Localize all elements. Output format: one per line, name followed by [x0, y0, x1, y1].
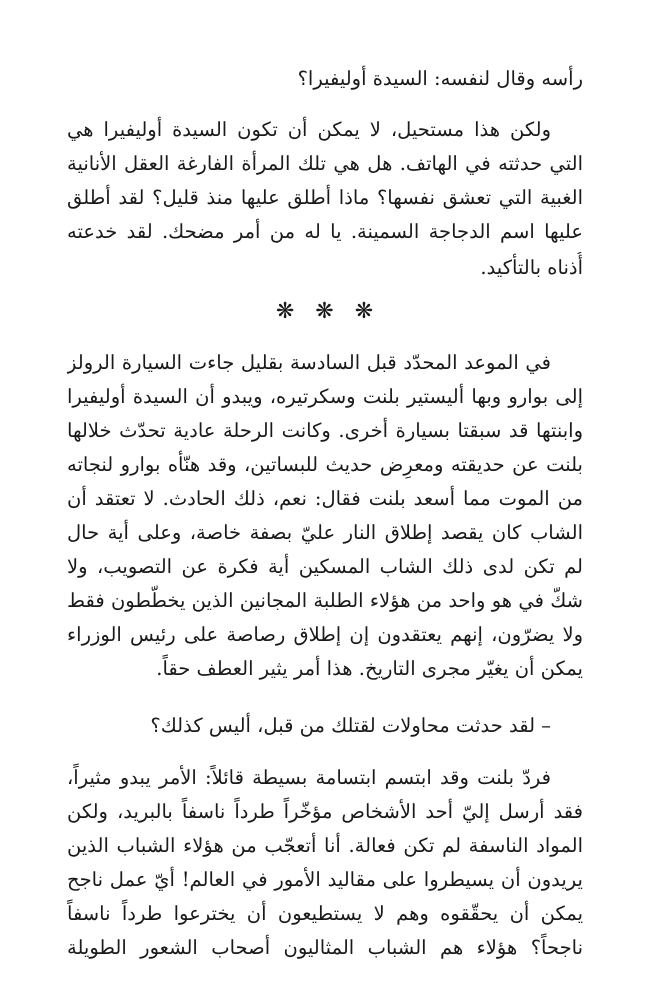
text-line: رأسه وقال لنفسه: السيدة أوليفيرا؟ — [297, 67, 583, 90]
text-line: شكّ في هو واحد من هؤلاء الطلبة المجانين الذين يخطّطون فقط — [67, 589, 583, 612]
text-line: ولكن هذا مستحيل، لا يمكن أن تكون السيدة أوليفيرا هي — [67, 118, 551, 141]
text-line: ولا يضرّون، إنهم يعتقدون إن إطلاق رصاصة على رئيس الوزراء — [67, 623, 583, 646]
text-line: الشاب كان يقصد إطلاق النار عليّ بصفة خاصة، وعلى أية حال — [67, 521, 583, 544]
text-line: ناجحاً؟ هؤلاء هم الشباب المثاليون أصحاب الشعور الطويلة — [67, 936, 583, 959]
text-line: التي حدثته في الهاتف. هل هي تلك المرأة الفارغة العقل الأنانية — [67, 152, 583, 175]
text-line: فردّ بلنت وقد ابتسم ابتسامة بسيطة قائلاً: الأمر يبدو مثيراً، — [67, 766, 551, 789]
dialogue-line: – لقد حدثت محاولات لقتلك من قبل، أليس كذلك؟ — [150, 714, 551, 737]
text-line: إلى بوارو وبها أليستير بلنت وسكرتيره، ويبدو أن السيدة أوليفيرا — [67, 385, 583, 408]
text-line: المواد الناسفة لم تكن فعالة. أنا أتعجّب من هؤلاء الشباب الذين — [67, 834, 583, 857]
text-line: من الموت مما أسعد بلنت فقال: نعم، ذلك الحادث. لا تعتقد أن — [67, 487, 583, 510]
text-line: الغبية التي تعشق نفسها؟ ماذا أطلق عليها منذ قليل؟ لقد أطلق — [67, 186, 583, 209]
text-line: يمكن أن يحقّقوه وهم لا يستطيعون أن يخترعوا طرداً ناسفاً — [67, 902, 583, 925]
section-separator: ❋ ❋ ❋ — [275, 299, 376, 324]
text-line: يريدون أن يسيطروا على مقاليد الأمور في العالم! أيّ عمل ناجح — [67, 868, 583, 891]
text-line: وابنتها قد سبقتا بسيارة أخرى. وكانت الرحلة عادية تحدّث خلالها — [67, 419, 583, 442]
text-line: بلنت عن حديقته ومعرِض حديث للبساتين، وقد هنّأه بوارو لنجاته — [67, 453, 583, 476]
text-line: عليها اسم الدجاجة السمينة. يا له من أمر مضحك. لقد خدعته — [67, 220, 583, 243]
text-line: يمكن أن يغيّر مجرى التاريخ. هذا أمر يثير العطف حقاً. — [156, 657, 583, 680]
text-line: فقد أرسل إليّ أحد الأشخاص مؤخّراً طرداً ناسفاً بالبريد، ولكن — [67, 800, 583, 823]
text-line: في الموعد المحدّد قبل السادسة بقليل جاءت السيارة الرولز — [67, 351, 551, 374]
text-line: أُذناه بالتأكيد. — [480, 256, 583, 279]
text-line: لم تكن لدى ذلك الشاب المسكين أية فكرة عن التصويب، ولا — [67, 555, 583, 578]
